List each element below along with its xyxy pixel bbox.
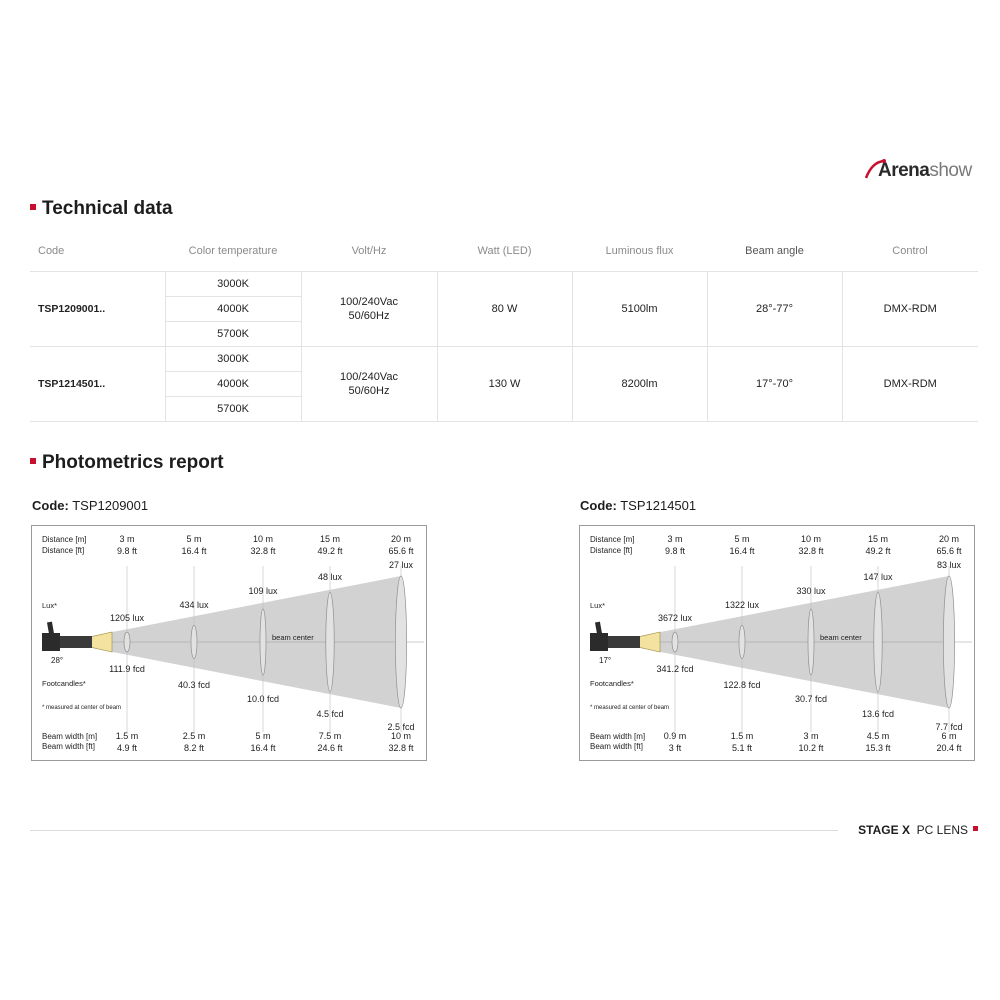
width-ft-value: 24.6 ft xyxy=(317,743,343,753)
beam-cross-section xyxy=(874,593,882,692)
color-temp: 5700K xyxy=(165,397,301,422)
lux-value: 83 lux xyxy=(936,560,962,570)
distance-ft-value: 49.2 ft xyxy=(317,546,343,556)
footcandle-value: 10.0 fcd xyxy=(246,694,280,704)
measurement-note: * measured at center of beam xyxy=(590,705,670,711)
width-ft-value: 15.3 ft xyxy=(865,743,891,753)
watt: 130 W xyxy=(437,347,572,422)
color-temp: 3000K xyxy=(165,272,301,297)
beam-cross-section xyxy=(808,609,814,675)
width-m-value: 2.5 m xyxy=(182,731,206,741)
lens-cone xyxy=(90,632,112,652)
beam-cross-section xyxy=(191,626,197,659)
distance-ft-label: Distance [ft] xyxy=(590,546,633,555)
brand-logo xyxy=(864,158,984,188)
lux-label: Lux* xyxy=(590,601,606,610)
beam-cross-section xyxy=(124,632,130,652)
beam-cross-section xyxy=(395,576,406,708)
beam-width-m-label: Beam width [m] xyxy=(42,732,98,741)
color-temp: 3000K xyxy=(165,347,301,372)
beam-diagram-2 xyxy=(579,525,975,761)
distance-ft-value: 49.2 ft xyxy=(865,546,891,556)
beam-center-label: beam center xyxy=(820,633,862,642)
beam-angle: 17°-70° xyxy=(707,347,842,422)
fixture-icon xyxy=(590,633,608,651)
width-m-value: 0.9 m xyxy=(663,731,687,741)
distance-ft-label: Distance [ft] xyxy=(42,546,85,555)
control: DMX-RDM xyxy=(842,272,978,347)
distance-m-value: 3 m xyxy=(667,534,683,544)
distance-ft-value: 65.6 ft xyxy=(936,546,962,556)
width-m-value: 4.5 m xyxy=(866,731,890,741)
width-ft-value: 20.4 ft xyxy=(936,743,962,753)
luminous-flux: 5100lm xyxy=(572,272,707,347)
footcandle-value: 122.8 fcd xyxy=(723,680,761,690)
color-temp: 4000K xyxy=(165,372,301,397)
distance-ft-value: 9.8 ft xyxy=(664,546,686,556)
distance-ft-value: 65.6 ft xyxy=(388,546,414,556)
footcandle-value: 4.5 fcd xyxy=(316,709,344,719)
diagram-code-label: Code: TSP1209001 xyxy=(32,498,149,513)
lux-value: 434 lux xyxy=(179,600,209,610)
beam-cross-section xyxy=(943,576,954,708)
distance-m-value: 20 m xyxy=(390,534,412,544)
table-row xyxy=(30,347,978,372)
footcandle-value: 30.7 fcd xyxy=(794,694,828,704)
footcandle-value: 13.6 fcd xyxy=(861,709,895,719)
beam-width-m-label: Beam width [m] xyxy=(590,732,646,741)
distance-m-value: 5 m xyxy=(734,534,750,544)
width-m-value: 3 m xyxy=(803,731,819,741)
fixture-icon xyxy=(42,633,60,651)
lux-value: 3672 lux xyxy=(657,613,693,623)
photometrics-title: Photometrics report xyxy=(30,452,224,474)
footer-marker-icon xyxy=(973,826,978,831)
width-m-value: 5 m xyxy=(255,731,271,741)
luminous-flux: 8200lm xyxy=(572,347,707,422)
col-header: Color temperature xyxy=(165,231,301,272)
width-ft-value: 16.4 ft xyxy=(250,743,276,753)
distance-m-value: 15 m xyxy=(319,534,341,544)
footcandle-value: 341.2 fcd xyxy=(656,664,694,674)
distance-m-label: Distance [m] xyxy=(590,535,635,544)
footcandle-value: 111.9 fcd xyxy=(109,664,145,674)
col-header: Volt/Hz xyxy=(301,231,437,272)
lux-value: 27 lux xyxy=(388,560,414,570)
beam-angle: 28°-77° xyxy=(707,272,842,347)
volt-hz: 100/240Vac 50/60Hz xyxy=(301,347,437,422)
width-ft-value: 8.2 ft xyxy=(183,743,205,753)
distance-m-value: 5 m xyxy=(186,534,202,544)
angle-label: 17° xyxy=(599,656,612,665)
lux-value: 48 lux xyxy=(317,572,343,582)
technical-data-title: Technical data xyxy=(30,198,173,220)
footcandle-value: 7.7 fcd xyxy=(935,722,963,732)
beam-cross-section xyxy=(672,632,678,652)
beam-center-label: beam center xyxy=(272,633,314,642)
beam-cross-section xyxy=(739,626,745,659)
distance-ft-value: 16.4 ft xyxy=(181,546,207,556)
distance-m-label: Distance [m] xyxy=(42,535,87,544)
color-temp: 5700K xyxy=(165,322,301,347)
beam-width-ft-label: Beam width [ft] xyxy=(590,742,643,751)
col-header: Watt (LED) xyxy=(437,231,572,272)
watt: 80 W xyxy=(437,272,572,347)
footcandle-value: 2.5 fcd xyxy=(387,722,415,732)
angle-label: 28° xyxy=(51,656,64,665)
beam-width-ft-label: Beam width [ft] xyxy=(42,742,95,751)
distance-ft-value: 32.8 ft xyxy=(798,546,824,556)
footer-product: STAGE X PC LENS xyxy=(858,823,978,837)
width-m-value: 7.5 m xyxy=(318,731,342,741)
lux-value: 109 lux xyxy=(248,586,278,596)
distance-m-value: 3 m xyxy=(119,534,135,544)
distance-m-value: 10 m xyxy=(800,534,822,544)
technical-data-table xyxy=(30,231,978,422)
beam-cross-section xyxy=(260,609,266,675)
footer-divider xyxy=(30,830,838,831)
control: DMX-RDM xyxy=(842,347,978,422)
col-header: Code xyxy=(30,231,165,272)
distance-ft-value: 9.8 ft xyxy=(116,546,138,556)
width-ft-value: 10.2 ft xyxy=(798,743,824,753)
brand-name: Arenashow xyxy=(878,160,972,181)
section-marker-icon xyxy=(30,458,36,464)
width-m-value: 10 m xyxy=(390,731,412,741)
distance-ft-value: 32.8 ft xyxy=(250,546,276,556)
beam-diagram-1 xyxy=(31,525,427,761)
fixture-head-icon xyxy=(608,636,640,648)
lux-value: 1205 lux xyxy=(109,613,145,623)
distance-m-value: 20 m xyxy=(938,534,960,544)
width-ft-value: 32.8 ft xyxy=(388,743,414,753)
product-code: TSP1209001.. xyxy=(30,272,165,347)
color-temp: 4000K xyxy=(165,297,301,322)
width-m-value: 1.5 m xyxy=(115,731,139,741)
distance-ft-value: 16.4 ft xyxy=(729,546,755,556)
beam-diagram-svg xyxy=(32,526,428,762)
col-header: Luminous flux xyxy=(572,231,707,272)
footcandles-label: Footcandles* xyxy=(590,679,634,688)
product-code: TSP1214501.. xyxy=(30,347,165,422)
width-ft-value: 3 ft xyxy=(668,743,682,753)
fixture-handle-icon xyxy=(47,622,54,635)
lux-value: 147 lux xyxy=(863,572,893,582)
distance-m-value: 10 m xyxy=(252,534,274,544)
beam-cross-section xyxy=(326,593,334,692)
diagram-code-label: Code: TSP1214501 xyxy=(580,498,697,513)
width-m-value: 1.5 m xyxy=(730,731,754,741)
lux-value: 1322 lux xyxy=(724,600,760,610)
footcandles-label: Footcandles* xyxy=(42,679,86,688)
width-ft-value: 5.1 ft xyxy=(731,743,753,753)
col-header: Beam angle xyxy=(707,231,842,272)
distance-m-value: 15 m xyxy=(867,534,889,544)
fixture-head-icon xyxy=(60,636,92,648)
width-ft-value: 4.9 ft xyxy=(116,743,138,753)
beam-diagram-svg xyxy=(580,526,976,762)
measurement-note: * measured at center of beam xyxy=(42,705,122,711)
col-header: Control xyxy=(842,231,978,272)
table-row xyxy=(30,272,978,297)
footcandle-value: 40.3 fcd xyxy=(177,680,211,690)
table-header-row xyxy=(30,231,978,272)
lux-value: 330 lux xyxy=(796,586,826,596)
volt-hz: 100/240Vac 50/60Hz xyxy=(301,272,437,347)
lux-label: Lux* xyxy=(42,601,58,610)
width-m-value: 6 m xyxy=(941,731,957,741)
fixture-handle-icon xyxy=(595,622,602,635)
section-marker-icon xyxy=(30,204,36,210)
lens-cone xyxy=(638,632,660,652)
